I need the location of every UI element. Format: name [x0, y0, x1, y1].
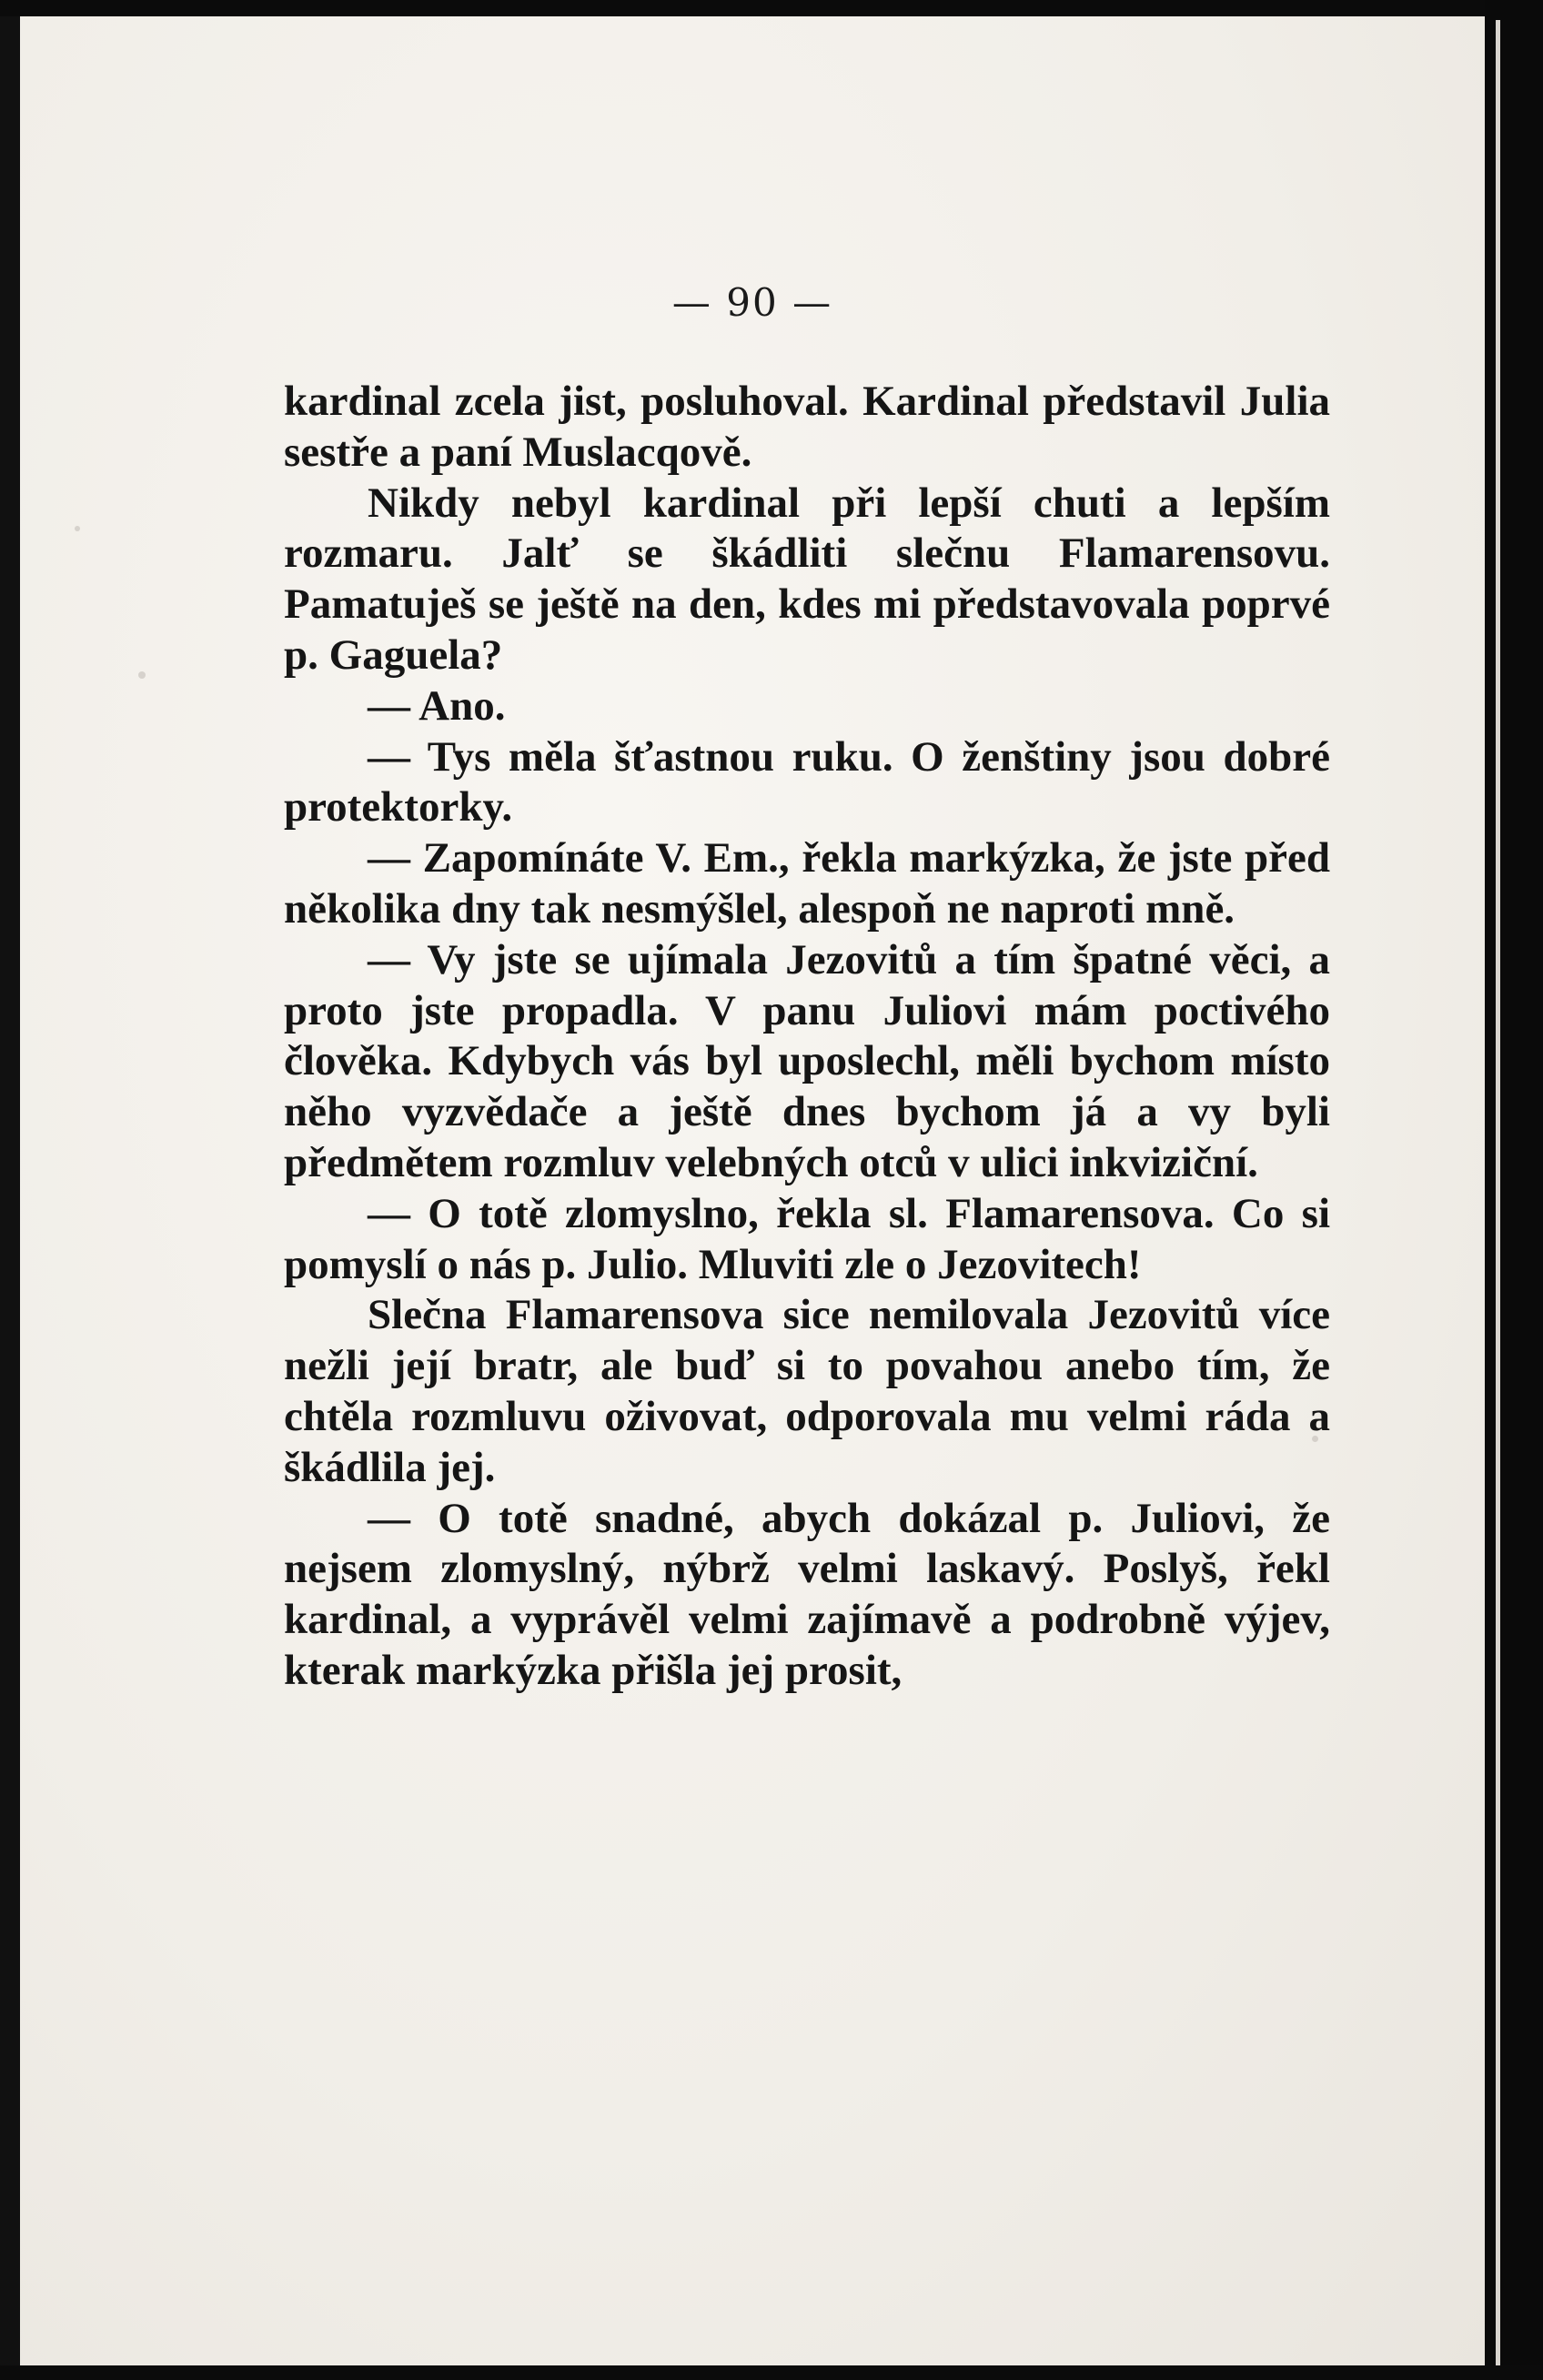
- paragraph: — Ano.: [368, 681, 506, 730]
- paragraph: Nikdy nebyl kardinal při lepší chuti a lepším rozmaru. Jalť se škádliti slečnu Flamarensovu. Pamatuješ se ještě na den, kdes mi představovala poprvé p. Gaguela?: [284, 479, 1330, 679]
- scan-bottom-border: [0, 2365, 1543, 2380]
- paper-page: [20, 16, 1485, 2365]
- body-text: [284, 377, 1330, 1697]
- scan-top-border: [0, 0, 1543, 16]
- page-number: — 90 —: [671, 280, 833, 325]
- adjacent-page-edge: [1496, 20, 1500, 2365]
- paragraph: — Tys měla šťastnou ruku. O ženštiny jsou dobré protektorky.: [284, 732, 1330, 832]
- paragraph: — O totě snadné, abych dokázal p. Juliovi, že nejsem zlomyslný, nýbrž velmi laskavý. Poslyš, řekl kardinal, a vyprávěl velmi zajímavě a podrobně výjev, kterak markýzka přišla jej prosit,: [284, 1494, 1330, 1694]
- paragraph: — Zapomínáte V. Em., řekla markýzka, že jste před několika dny tak nesmýšlel, alespoň ne naproti mně.: [284, 834, 1330, 933]
- paper-stain: [138, 671, 146, 679]
- paragraph: — Vy jste se ujímala Jezovitů a tím špatné věci, a proto jste propadla. V panu Juliovi mám poctivého člověka. Kdybych vás byl uposlechl, měli bychom místo něho vyzvědače a ještě dnes bychom já a vy byli předmětem rozmluv velebných otců v ulici inkviziční.: [284, 935, 1330, 1186]
- paragraph: — O totě zlomyslno, řekla sl. Flamarensova. Co si pomyslí o nás p. Julio. Mluviti zle o Jezovitech!: [284, 1189, 1330, 1288]
- scan-right-border: [1485, 0, 1543, 2380]
- paper-stain: [75, 526, 80, 531]
- paragraph: Slečna Flamarensova sice nemilovala Jezovitů více nežli její bratr, ale buď si to povahou anebo tím, že chtěla rozmluvu oživovat, odporovala mu velmi ráda a škádlila jej.: [284, 1291, 1330, 1491]
- paragraph: kardinal zcela jist, posluhoval. Kardinal představil Julia sestře a paní Muslacqově.: [284, 378, 1330, 476]
